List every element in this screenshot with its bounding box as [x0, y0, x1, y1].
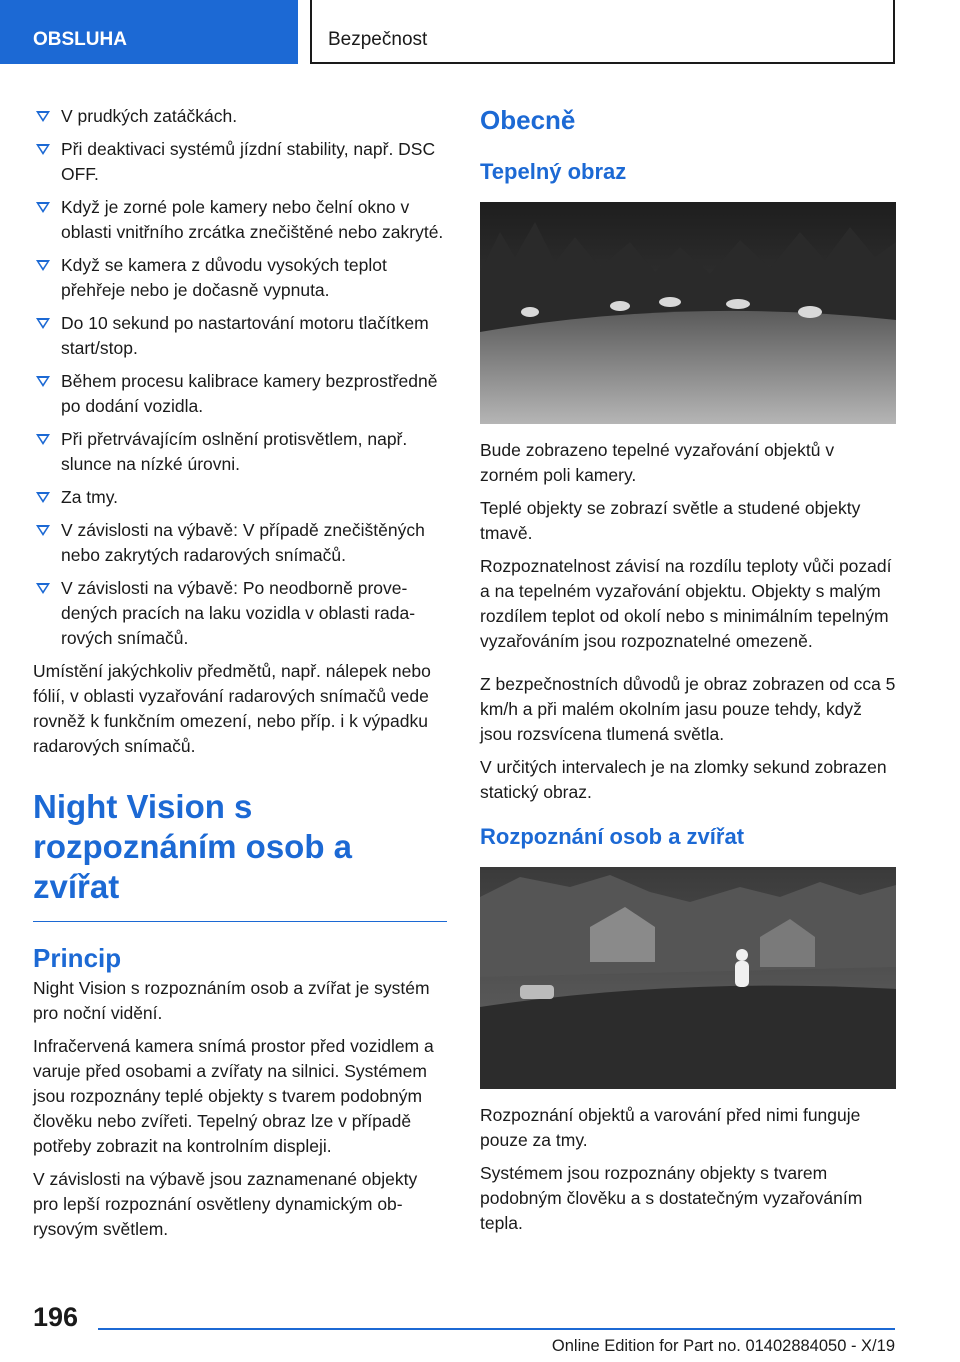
bullet-triangle-icon [36, 525, 50, 536]
topic-title: Bezpečnost [328, 29, 428, 50]
list-item: V závislosti na výbavě: V případě znečištěných nebo zakrytých radarových snímačů. [33, 518, 447, 568]
bullet-triangle-icon [36, 376, 50, 387]
thermal-paragraph: Bude zobrazeno tepelné vyzařování objektů v zorném poli kamery. [480, 440, 835, 485]
thermal-image-figure [480, 202, 896, 424]
detection-image-figure [480, 867, 896, 1089]
list-item: Při deaktivaci systémů jízdní stability, např. DSC OFF. [33, 137, 447, 187]
bullet-triangle-icon [36, 260, 50, 271]
footer-edition: Online Edition for Part no. 01402884050 - X/19 [551, 1337, 895, 1355]
list-item: Během procesu kalibrace kamery bezprostředně po dodání vozidla. [33, 369, 447, 419]
topic-tab [310, 0, 895, 64]
thermal-paragraph: Rozpoznatelnost závisí na rozdílu teploty vůči pozadí a na tepelném vyzařování objektu. Objekty s malým rozdílem teplot od okolí nebo s minimálním tepelným vyzařováním jsou rozpoznatelné omezeně. [480, 556, 892, 651]
list-item: V prudkých zatáčkách. [33, 104, 447, 129]
list-item: Při přetrvávajícím oslnění protisvětlem, např. slunce na nízké úrovni. [33, 427, 447, 477]
bullet-triangle-icon [36, 583, 50, 594]
principle-paragraph: Night Vision s rozpoznáním osob a zvířat je systém pro noční vidění. [33, 978, 430, 1023]
principle-paragraph: Infračervená kamera snímá prostor před vozidlem a varuje před osobami a zvířaty na silnici. Systémem jsou rozpoznány teplé objekty s tvarem podobným člověku nebo zvířeti. Tepelný obraz lze v případě potřeby zobrazit na kontrolním displeji. [33, 1036, 434, 1156]
section-title: OBSLUHA [33, 29, 127, 50]
limitation-list [33, 104, 447, 651]
list-item: Když je zorné pole kamery nebo čelní okno v oblasti vnitřního zrcátka znečištěné nebo zakryté. [33, 195, 447, 245]
thermal-paragraph: Teplé objekty se zobrazí světle a studené objekty tmavě. [480, 498, 861, 543]
principle-paragraph: V závislosti na výbavě jsou zaznamenané objekty pro lepší rozpoznání osvětleny dynamickým obrysovým světlem. [33, 1169, 418, 1239]
list-item: Do 10 sekund po nastartování motoru tlačítkem start/stop. [33, 311, 447, 361]
general-heading: Obecně [480, 105, 576, 135]
radar-paragraph: Umístění jakýchkoliv předmětů, např. nálepek nebo fólií, v oblasti vyzařování radarových snímačů vede rovněž k funkčním omezení, nebo příp. i k výpadku radarových snímačů. [33, 661, 431, 756]
section-tab [0, 0, 298, 64]
detection-paragraph: Systémem jsou rozpoznány objekty s tvarem podobným člověku a s dostatečným vyzařováním tepla. [480, 1163, 863, 1233]
left-column [33, 104, 447, 1250]
bullet-triangle-icon [36, 318, 50, 329]
bullet-triangle-icon [36, 492, 50, 503]
right-column [480, 104, 896, 1244]
chapter-heading: Night Vision s rozpoznáním osob a zvířat [33, 787, 447, 922]
safety-paragraph: Z bezpečnostních důvodů je obraz zobrazen od cca 5 km/h a při malém okolním jasu pouze tehdy, když jsou rozsvícena tlumená světla. [480, 674, 896, 744]
safety-paragraph: V určitých intervalech je na zlomky sekund zobrazen statický obraz. [480, 757, 887, 802]
list-item: Když se kamera z důvodu vysokých teplot přehřeje nebo je dočasně vypnuta. [33, 253, 447, 303]
thermal-image-heading: Tepelný obraz [480, 159, 627, 184]
bullet-triangle-icon [36, 144, 50, 155]
bullet-triangle-icon [36, 434, 50, 445]
detection-heading: Rozpoznání osob a zvířat [480, 824, 745, 849]
page-number: 196 [33, 1302, 79, 1332]
list-item: V závislosti na výbavě: Po neodborně provedených pracích na laku vozidla v oblasti radarových snímačů. [33, 576, 447, 651]
detection-paragraph: Rozpoznání objektů a varování před nimi funguje pouze za tmy. [480, 1105, 861, 1150]
list-item: Za tmy. [33, 485, 447, 510]
principle-heading: Princip [33, 943, 122, 973]
bullet-triangle-icon [36, 202, 50, 213]
footer-divider [98, 1328, 895, 1330]
bullet-triangle-icon [36, 111, 50, 122]
